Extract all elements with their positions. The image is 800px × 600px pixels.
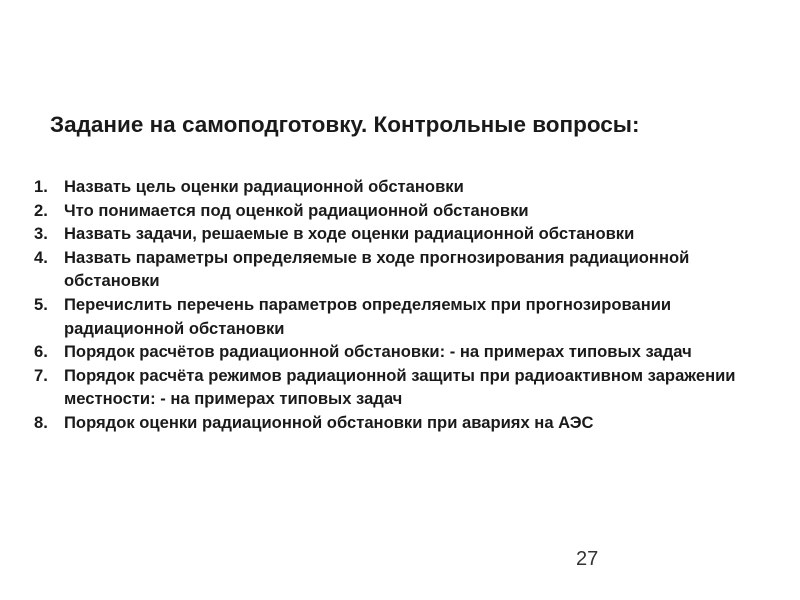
question-item xyxy=(34,222,784,246)
question-item xyxy=(34,199,784,223)
question-item xyxy=(34,246,784,293)
question-number: 6. xyxy=(34,342,48,362)
page-number: 27 xyxy=(576,548,599,570)
questions-list xyxy=(34,175,784,435)
question-number: 7. xyxy=(34,365,48,385)
question-text: Назвать цель оценки радиационной обстановки xyxy=(64,177,464,196)
question-text: Что понимается под оценкой радиационной обстановки xyxy=(64,200,529,220)
question-text: Порядок расчётов радиационной обстановки: - на примерах типовых задач xyxy=(64,342,692,362)
question-item xyxy=(34,340,784,364)
question-text: Перечислить перечень параметров определяемых при прогнозировании радиационной обстановки xyxy=(64,294,672,338)
question-text: Порядок оценки радиационной обстановки при авариях на АЭС xyxy=(64,412,594,432)
question-text: Назвать параметры определяемые в ходе прогнозирования радиационной обстановки xyxy=(64,247,690,291)
question-number: 2. xyxy=(34,200,48,220)
slide-title: Задание на самоподготовку. Контрольные вопросы: xyxy=(50,112,640,137)
question-number: 8. xyxy=(34,412,48,432)
question-item xyxy=(34,293,784,340)
question-text: Порядок расчёта режимов радиационной защиты при радиоактивном заражении местности: - на примерах типовых задач xyxy=(64,365,736,409)
question-item xyxy=(34,411,784,435)
question-number: 4. xyxy=(34,247,48,267)
question-item xyxy=(34,364,784,411)
question-number: 1. xyxy=(34,177,48,196)
question-item xyxy=(34,175,784,199)
question-text: Назвать задачи, решаемые в ходе оценки радиационной обстановки xyxy=(64,224,635,244)
question-number: 3. xyxy=(34,224,48,244)
question-number: 5. xyxy=(34,294,48,314)
